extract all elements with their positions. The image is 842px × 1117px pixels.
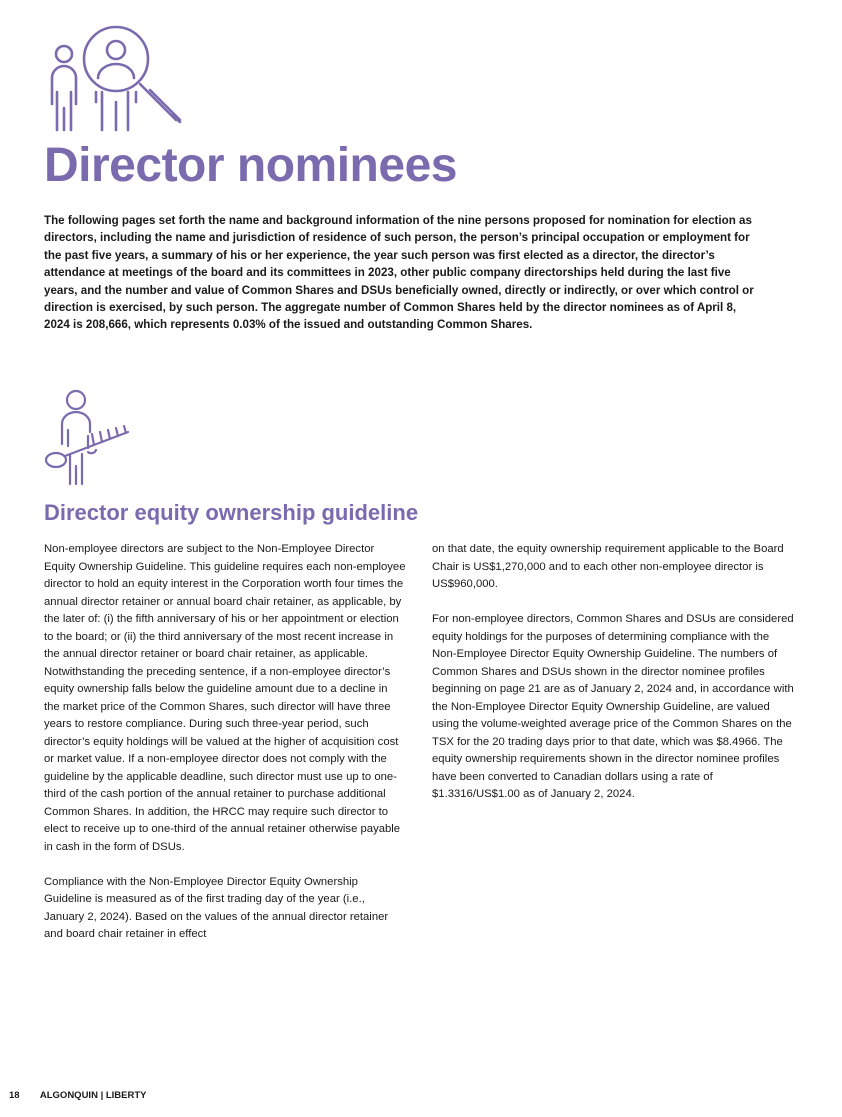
right-column xyxy=(432,541,794,821)
body-paragraph: For non-employee directors, Common Shares and DSUs are considered equity holdings for the purposes of determining compliance with the Non-Employee Director Equity Ownership Guideline. The numbers of Common Shares and DSUs shown in the director nominee profiles beginning on page 21 are as of January 2, 2024 and, in accordance with the Non-Employee Director Equity Ownership Guideline, are valued using the volume-weighted average price of the Common Shares on the TSX for the 20 trading days prior to that date, which was $8.4966. The equity ownership requirements shown in the director nominee profiles have been converted to Canadian dollars using a rate of $1.3316/US$1.00 as of January 2, 2024. xyxy=(432,613,794,800)
person-with-key-icon xyxy=(42,388,134,488)
body-paragraph: Non-employee directors are subject to the Non-Employee Director Equity Ownership Guideline. This guideline requires each non-employee director to hold an equity interest in the Corporation worth four times the annual director retainer or annual board chair retainer, as applicable, by the later of: (i) the fifth anniversary of his or her appointment or election to the board; or (ii) the third anniversary of the most recent increase in the annual director retainer or board chair retainer, as applicable. Notwithstanding the preceding sentence, if a non-employee director’s equity ownership falls below the guideline amount due to a decline in the market price of the Common Shares, such director will have three years to restore compliance. During such three-year period, such director’s equity holdings will be valued at the higher of acquisition cost or market value. If a non-employee director does not comply with the guideline by the applicable deadline, such director must use up to one-third of the cash portion of the annual retainer to purchase additional Common Shares. In addition, the HRCC may require such director to elect to receive up to one-third of the annual retainer otherwise payable in cash in the form of DSUs. xyxy=(44,543,406,853)
page-number: 18 xyxy=(9,1090,20,1101)
section-title: Director equity ownership guideline xyxy=(44,500,419,525)
people-magnifier-icon xyxy=(40,22,185,137)
left-column xyxy=(44,541,406,961)
page-title: Director nominees xyxy=(44,139,457,192)
page-footer xyxy=(9,1090,147,1101)
body-paragraph: Compliance with the Non-Employee Director Equity Ownership Guideline is measured as of the first trading day of the year (i.e., January 2, 2024). Based on the values of the annual director retainer and board chair retainer in effect xyxy=(44,875,389,940)
intro-paragraph: The following pages set forth the name and background information of the nine persons proposed for nomination for election as directors, including the name and jurisdiction of residence of such person, the person’s principal occupation or employment for the past five years, a summary of his or her experience, the year such person was first elected as a director, the director’s attendance at meetings of the board and its committees in 2023, other public company directorships held during the last five years, and the number and value of Common Shares and DSUs beneficially owned, directly or indirectly, or over which control or direction is exercised, by such person. The aggregate number of Common Shares held by the director nominees as of April 8, 2024 is 208,666, which represents 0.03% of the issued and outstanding Common Shares. xyxy=(44,214,754,332)
footer-brand: ALGONQUIN | LIBERTY xyxy=(39,1090,147,1101)
body-paragraph: on that date, the equity ownership requirement applicable to the Board Chair is US$1,270,000 and to each other non-employee director is US$960,000. xyxy=(432,543,784,590)
